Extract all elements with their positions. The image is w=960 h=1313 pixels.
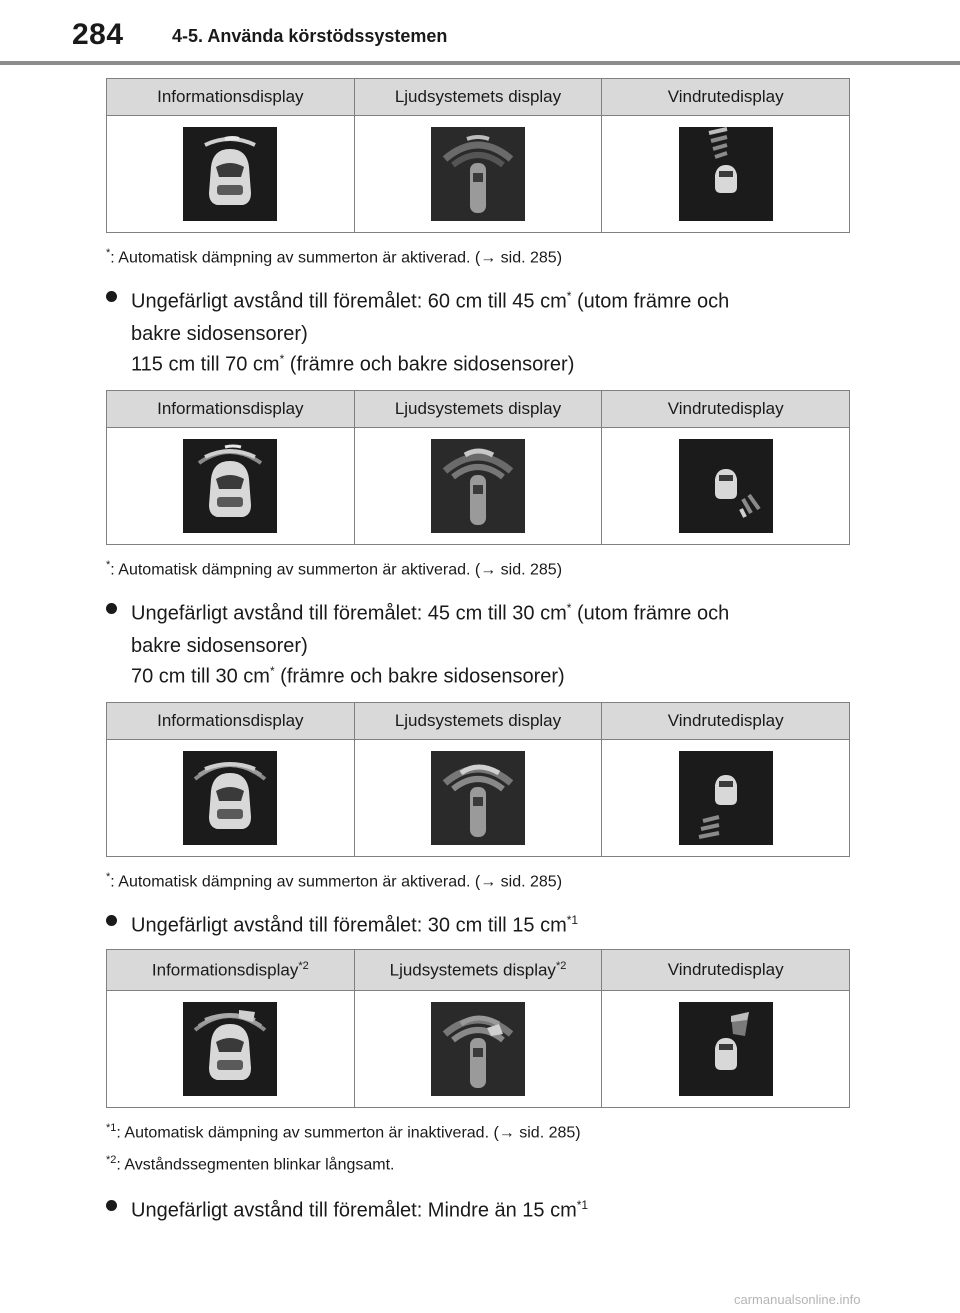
col-audio-display: Ljudsystemets display xyxy=(354,79,602,116)
display-table-4 xyxy=(106,949,850,1108)
windshield-display-screen xyxy=(679,1002,773,1096)
col-windshield-display: Vindrutedisplay xyxy=(602,79,850,116)
info-display-screen xyxy=(183,751,277,845)
col-audio-display: Ljudsystemets display xyxy=(354,391,602,428)
watermark: carmanualsonline.info xyxy=(734,1292,861,1307)
footnote-1: *: Automatisk dämpning av summerton är aktiverad. (→ sid. 285) xyxy=(106,247,563,267)
bullet-dot xyxy=(106,291,117,302)
footnote-4a: $^{*1}$: Automatisk dämpning av summerton är inaktiverad. (→ sid. 285) xyxy=(106,1122,581,1142)
col-windshield-display: Vindrutedisplay xyxy=(602,703,850,740)
col-windshield-display: Vindrutedisplay xyxy=(602,391,850,428)
header-rule xyxy=(0,61,960,65)
windshield-display-screen xyxy=(679,751,773,845)
page-header xyxy=(0,0,960,62)
footnote-3: *: Automatisk dämpning av summerton är aktiverad. (→ sid. 285) xyxy=(106,871,563,891)
bullet-2-sub: 70 cm till 30 cm* (främre och bakre sidosensorer) xyxy=(131,664,565,688)
bullet-dot xyxy=(106,603,117,614)
info-display-screen xyxy=(183,439,277,533)
col-audio-display: Ljudsystemets display$^{*2}$ xyxy=(354,950,602,991)
col-info-display: Informationsdisplay xyxy=(107,79,355,116)
footnote-2: *: Automatisk dämpning av summerton är aktiverad. (→ sid. 285) xyxy=(106,559,563,579)
info-display-screen xyxy=(183,127,277,221)
col-info-display: Informationsdisplay xyxy=(107,703,355,740)
col-windshield-display: Vindrutedisplay xyxy=(602,950,850,991)
col-info-display: Informationsdisplay xyxy=(107,391,355,428)
info-display-screen xyxy=(183,1002,277,1096)
windshield-display-screen xyxy=(679,439,773,533)
display-table-1 xyxy=(106,78,850,233)
windshield-display-screen xyxy=(679,127,773,221)
bullet-dot xyxy=(106,1200,117,1211)
display-table-3 xyxy=(106,702,850,857)
footnote-4b: $^{*2}$: Avståndssegmenten blinkar långsamt. xyxy=(106,1154,395,1174)
display-table-2 xyxy=(106,390,850,545)
col-info-display: Informationsdisplay$^{*2}$ xyxy=(107,950,355,991)
chapter-title: 4-5. Använda körstödssystemen xyxy=(172,26,448,46)
bullet-1-sub: 115 cm till 70 cm* (främre och bakre sidosensorer) xyxy=(131,352,575,376)
col-audio-display: Ljudsystemets display xyxy=(354,703,602,740)
audio-display-screen xyxy=(431,1002,525,1096)
page-number: 284 xyxy=(72,18,124,51)
audio-display-screen xyxy=(431,439,525,533)
audio-display-screen xyxy=(431,751,525,845)
bullet-dot xyxy=(106,915,117,926)
audio-display-screen xyxy=(431,127,525,221)
